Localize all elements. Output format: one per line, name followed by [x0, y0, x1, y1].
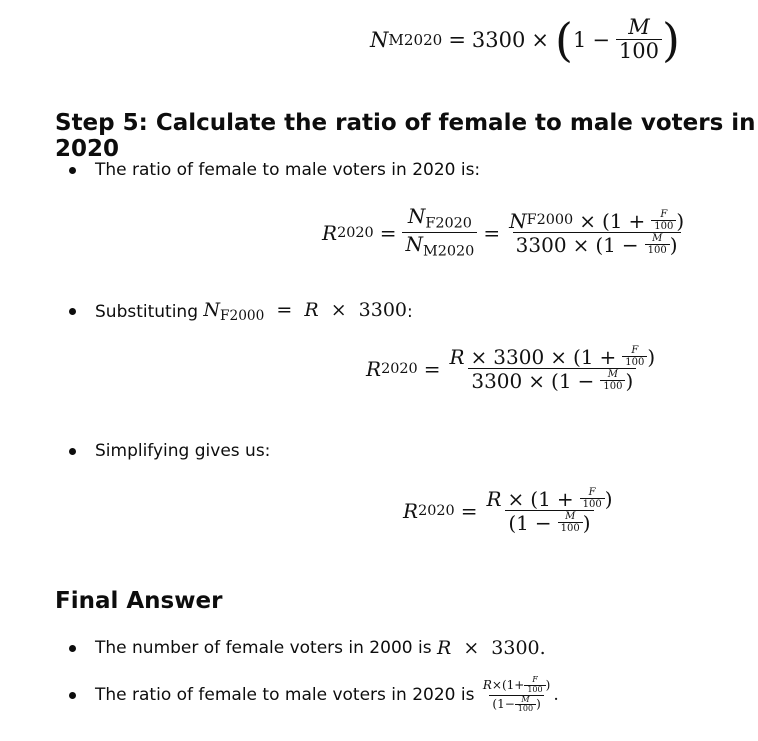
number: 1: [497, 697, 505, 712]
times-sign: ×: [579, 208, 596, 233]
bullet-text: [95, 676, 559, 714]
times-sign: ×: [550, 344, 567, 369]
plus-sign: +: [514, 677, 525, 692]
fraction: [622, 345, 647, 368]
number: 1: [516, 510, 529, 535]
number: 1: [538, 486, 551, 511]
numerator: M: [628, 15, 650, 39]
denominator: 100: [515, 704, 536, 714]
number: 3300: [493, 344, 545, 369]
bullet-dot: [69, 645, 76, 652]
step5-heading: Step 5: Calculate the ratio of female to male voters in 2020: [55, 110, 756, 162]
times-sign: ×: [531, 27, 549, 52]
bullet-label: Substituting: [95, 301, 198, 322]
fraction: [645, 233, 670, 256]
number: 3300: [358, 299, 408, 321]
denominator: 100: [558, 522, 583, 534]
bullet-text: Simplifying gives us:: [95, 441, 271, 461]
denominator: 100: [651, 220, 676, 232]
period: .: [539, 637, 546, 659]
right-paren: ): [625, 368, 634, 393]
list-item: [64, 160, 480, 180]
times-sign: ×: [572, 232, 590, 257]
var-N: N: [509, 208, 527, 233]
plus-sign: +: [599, 344, 617, 369]
denominator: 100: [645, 244, 670, 256]
numerator: R × ( 1 + $\frac{F}{100}$ ): [482, 675, 551, 694]
bullet-text: [95, 637, 546, 659]
equals-sign: =: [448, 27, 466, 52]
right-paren: ): [662, 12, 680, 67]
right-paren: ): [669, 232, 678, 257]
number: 3300: [471, 27, 526, 52]
minus-sign: −: [504, 697, 515, 712]
numerator: M: [652, 233, 663, 245]
var-R: R: [486, 486, 502, 511]
denominator: [468, 368, 636, 392]
subscript: 2020: [337, 224, 374, 241]
subscript: F2000: [220, 308, 265, 325]
number: 1: [572, 27, 587, 52]
equals-sign: =: [423, 356, 441, 381]
equals-sign: =: [276, 299, 293, 321]
number: 1: [580, 344, 594, 369]
number: 3300: [515, 232, 567, 257]
number: 3300: [491, 637, 540, 659]
fraction: [446, 345, 658, 392]
fraction: [616, 16, 662, 63]
minus-sign: −: [621, 232, 639, 257]
var-N: N: [370, 27, 389, 52]
minus-sign: −: [577, 368, 595, 393]
list-item: [64, 441, 270, 461]
equals-sign: =: [379, 220, 397, 245]
inline-math: [437, 637, 546, 659]
fraction: [483, 487, 615, 534]
denominator: [402, 232, 477, 260]
times-sign: ×: [470, 344, 488, 369]
var-R: R: [403, 498, 419, 523]
inline-math: [203, 299, 407, 324]
times-sign: ×: [491, 677, 502, 692]
list-item: [64, 299, 413, 324]
denominator: ( 1 − $\frac{M}{100}$ ): [489, 695, 543, 715]
var-N: N: [405, 232, 423, 257]
subscript: 2020: [381, 360, 418, 377]
left-paren: (: [601, 208, 610, 233]
number: 1: [603, 232, 616, 257]
denominator: 100: [580, 498, 605, 510]
denominator: 100: [616, 39, 662, 63]
bullet-label: The ratio of female to male voters in 2020 is: [95, 685, 475, 706]
equation-ratio-substituted: [366, 345, 658, 392]
minus-sign: −: [592, 27, 610, 52]
fraction: [506, 209, 687, 256]
minus-sign: −: [534, 510, 552, 535]
times-sign: ×: [528, 368, 546, 393]
subscript: M2020: [422, 243, 475, 260]
equation-ratio-simplified: [403, 487, 616, 534]
plus-sign: +: [628, 208, 646, 233]
numerator: M: [607, 369, 619, 380]
fraction: [524, 676, 545, 695]
final-answer-heading: Final Answer: [55, 588, 223, 614]
denominator: 100: [622, 356, 647, 368]
bullet-dot: [69, 448, 76, 455]
fraction: [402, 205, 477, 260]
numerator: [483, 487, 615, 510]
equals-sign: =: [483, 220, 501, 245]
list-item: [64, 637, 546, 659]
var-R: R: [449, 344, 465, 369]
fraction: [580, 487, 605, 510]
numerator: F: [588, 487, 596, 498]
left-paren: (: [595, 232, 604, 257]
subscript: 2020: [418, 502, 455, 519]
number: 1: [609, 208, 623, 233]
denominator: [505, 510, 593, 534]
fraction: [558, 511, 583, 534]
right-paren: ): [582, 510, 591, 535]
period: .: [553, 685, 559, 706]
fraction: [515, 696, 536, 715]
subscript: F2000: [526, 211, 574, 228]
numerator: [446, 345, 658, 368]
right-paren: ): [604, 486, 613, 511]
inline-math: [480, 676, 559, 714]
var-R: R: [482, 677, 492, 692]
fraction: [600, 369, 625, 392]
var-R: R: [322, 220, 338, 245]
bullet-text: The ratio of female to male voters in 2020 is:: [95, 160, 481, 180]
times-sign: ×: [507, 486, 525, 511]
numerator: F: [532, 675, 538, 684]
var-R: R: [366, 356, 382, 381]
bullet-dot: [69, 308, 76, 315]
left-paren: (: [530, 486, 539, 511]
subscript: F2020: [425, 215, 472, 232]
left-paren: (: [554, 12, 573, 67]
number: 1: [506, 677, 515, 692]
equals-sign: =: [460, 498, 478, 523]
numerator: M: [565, 511, 576, 522]
fraction: [480, 676, 553, 714]
plus-sign: +: [556, 486, 574, 511]
numerator: M: [521, 694, 530, 704]
var-N: N: [407, 204, 426, 228]
bullet-dot: [69, 167, 76, 174]
denominator: 100: [600, 380, 625, 392]
var-R: R: [304, 299, 319, 321]
numerator: [506, 209, 687, 232]
right-paren: ): [647, 344, 656, 369]
denominator: 100: [524, 685, 545, 695]
equation-ratio-definition: [322, 205, 687, 260]
left-paren: (: [572, 344, 581, 369]
var-N: N: [203, 299, 221, 321]
bullet-label: The number of female voters in 2000 is: [95, 638, 432, 658]
var-R: R: [436, 637, 452, 659]
subscript: M2020: [388, 30, 443, 49]
left-paren: (: [508, 510, 517, 535]
denominator: [513, 232, 681, 256]
right-paren: ): [676, 208, 685, 233]
numerator: F: [631, 345, 639, 356]
times-sign: ×: [463, 637, 480, 659]
list-item: [64, 676, 559, 714]
numerator: [405, 205, 475, 232]
bullet-dot: [69, 692, 76, 699]
bullet-text: Substituting $N_{F2000} = R \times 3300$ :: [95, 299, 413, 325]
equation-male-voters-2020: [370, 12, 680, 67]
numerator: F: [660, 209, 668, 221]
number: 3300: [471, 368, 523, 393]
left-paren: (: [551, 368, 559, 393]
fraction: [651, 209, 676, 232]
times-sign: ×: [330, 299, 347, 321]
number: 1: [558, 368, 572, 393]
